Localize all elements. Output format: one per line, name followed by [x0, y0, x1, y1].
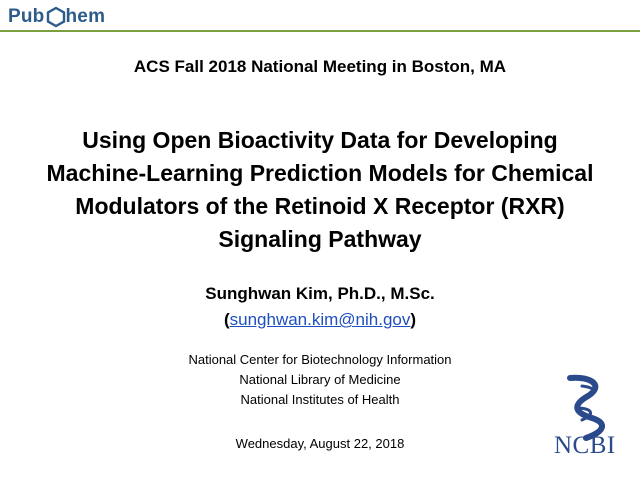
presentation-title: [20, 124, 620, 256]
email-open-paren: (: [223, 310, 230, 329]
author-name: Sunghwan Kim, Ph.D., M.Sc.: [205, 284, 435, 303]
title-line: Modulators of the Retinoid X Receptor (RXR): [75, 193, 565, 219]
meeting-name: ACS Fall 2018 National Meeting in Boston, MA: [133, 57, 507, 76]
affiliation-line: National Institutes of Health: [240, 392, 400, 407]
ncbi-logo-text: NCBI: [554, 432, 616, 459]
hexagon-icon: [46, 6, 66, 28]
header-divider: [0, 30, 640, 32]
author-email: [0, 310, 640, 330]
title-line: Signaling Pathway: [218, 226, 422, 252]
title-line: Machine-Learning Prediction Models for Chemical: [46, 160, 594, 186]
pubchem-logo: [8, 4, 105, 30]
logo-text-pub: Pub: [8, 6, 45, 27]
email-close-paren: ): [410, 310, 417, 329]
logo-text-hem: hem: [65, 6, 106, 27]
affiliation-line: National Center for Biotechnology Information: [188, 352, 452, 367]
affiliations: [0, 350, 640, 410]
presentation-date: Wednesday, August 22, 2018: [235, 436, 405, 451]
title-line: Using Open Bioactivity Data for Developing: [82, 127, 558, 153]
affiliation-line: National Library of Medicine: [239, 372, 401, 387]
email-link[interactable]: sunghwan.kim@nih.gov: [229, 310, 411, 329]
